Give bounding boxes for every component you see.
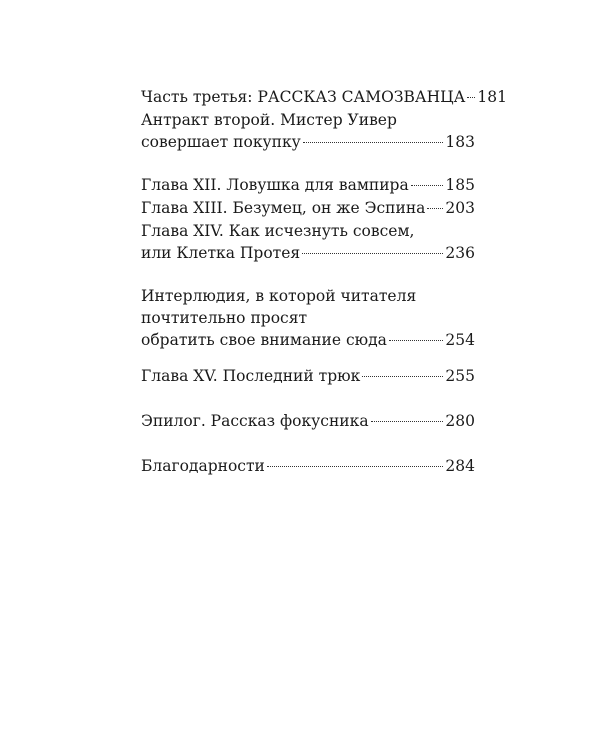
toc-entry — [141, 455, 475, 477]
dot-leader — [467, 97, 475, 98]
dot-leader — [303, 142, 444, 143]
toc-entry-line — [141, 197, 475, 219]
toc-entry-line — [141, 86, 507, 108]
toc-entry-title: Эпилог. Рассказ фокусника — [141, 412, 369, 430]
toc-entry — [141, 365, 475, 387]
toc-entry-title: Антракт второй. Мистер Уивер — [141, 111, 397, 129]
toc-entry-title: Глава XII. Ловушка для вампира — [141, 176, 409, 194]
toc-entry-title: совершает покупку — [141, 133, 301, 151]
toc-entry-title: Благодарности — [141, 457, 265, 475]
toc-entry-title: или Клетка Протея — [141, 244, 301, 262]
toc-entry-line — [141, 410, 475, 432]
toc-page-number: 183 — [445, 133, 475, 151]
toc-entry — [141, 109, 475, 153]
toc-entry-line — [141, 365, 475, 387]
toc-page-number: 236 — [445, 244, 475, 262]
dot-leader — [411, 185, 444, 186]
toc-page-number: 181 — [477, 88, 507, 106]
toc-entry — [141, 220, 475, 264]
toc-page-number: 280 — [445, 412, 475, 430]
dot-leader — [302, 253, 443, 254]
toc-page-number: 284 — [445, 457, 475, 475]
toc-entry-line — [141, 174, 475, 196]
toc-page-number: 254 — [445, 331, 475, 349]
dot-leader — [267, 466, 444, 467]
dot-leader — [389, 340, 443, 341]
dot-leader — [371, 421, 444, 422]
dot-leader — [427, 208, 443, 209]
toc-entry — [141, 86, 507, 108]
toc-entry-line — [141, 131, 475, 153]
toc-entry — [141, 174, 475, 196]
toc-entry-title: Глава XIV. Как исчезнуть совсем, — [141, 222, 415, 240]
toc-entry-title: обратить свое внимание сюда — [141, 331, 387, 349]
toc-entry-line — [141, 455, 475, 477]
toc-entry-title: Часть третья: РАССКАЗ САМОЗВАНЦА — [141, 88, 466, 106]
toc-entry — [141, 197, 475, 219]
toc-entry-title: Глава XV. Последний трюк — [141, 367, 361, 385]
toc-entry-title: Интерлюдия, в которой читателя — [141, 287, 417, 305]
toc-entry-line — [141, 242, 475, 264]
toc-page-number: 255 — [445, 367, 475, 385]
toc-entry-line — [141, 329, 475, 351]
toc-page-number: 185 — [445, 176, 475, 194]
toc-entry — [141, 410, 475, 432]
toc-entry-title: почтительно просят — [141, 309, 308, 327]
toc-page-number: 203 — [445, 199, 475, 217]
dot-leader — [362, 376, 443, 377]
toc-entry-title: Глава XIII. Безумец, он же Эспина — [141, 199, 426, 217]
toc-entry — [141, 285, 475, 351]
